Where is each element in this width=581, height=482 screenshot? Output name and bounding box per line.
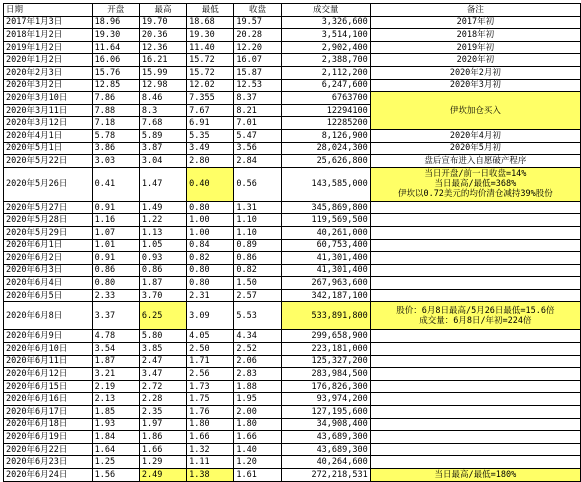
cell-close: 15.87 <box>234 66 281 79</box>
cell-date: 2020年6月19日 <box>4 431 93 444</box>
cell-high: 1.13 <box>139 226 186 239</box>
cell-high: 2.72 <box>139 380 186 393</box>
cell-open: 1.07 <box>92 226 139 239</box>
cell-high: 12.36 <box>139 41 186 54</box>
cell-date: 2020年3月12日 <box>4 117 93 130</box>
cell-close: 0.89 <box>234 239 281 252</box>
cell-low: 3.09 <box>187 302 234 330</box>
cell-date: 2020年5月27日 <box>4 201 93 214</box>
note-line: 当日最高/最低=368% <box>434 179 517 190</box>
cell-close: 7.01 <box>234 117 281 130</box>
cell-volume: 12294100 <box>281 104 370 117</box>
cell-date: 2020年2月3日 <box>4 66 93 79</box>
cell-date: 2020年6月5日 <box>4 289 93 302</box>
cell-note <box>370 368 580 381</box>
table-row <box>4 368 581 381</box>
cell-volume: 533,891,800 <box>281 302 370 330</box>
cell-low: 1.32 <box>187 443 234 456</box>
cell-volume: 3,514,100 <box>281 29 370 42</box>
cell-low: 6.91 <box>187 117 234 130</box>
table-row <box>4 92 581 105</box>
cell-high: 1.87 <box>139 277 186 290</box>
cell-date: 2020年5月26日 <box>4 167 93 201</box>
cell-note <box>370 380 580 393</box>
cell-date: 2020年6月12日 <box>4 368 93 381</box>
cell-open: 1.01 <box>92 239 139 252</box>
stock-price-table <box>3 3 581 482</box>
cell-open: 1.64 <box>92 443 139 456</box>
cell-open: 3.86 <box>92 142 139 155</box>
cell-note: 2019年初 <box>370 41 580 54</box>
note-line: 当日开盘/前一日收盘=14% <box>424 169 527 180</box>
table-row <box>4 214 581 227</box>
header-high: 最高 <box>139 4 186 17</box>
cell-close: 20.28 <box>234 29 281 42</box>
cell-low: 4.05 <box>187 330 234 343</box>
cell-close: 1.88 <box>234 380 281 393</box>
cell-high: 3.70 <box>139 289 186 302</box>
cell-low: 7.355 <box>187 92 234 105</box>
cell-open: 16.06 <box>92 54 139 67</box>
cell-date: 2020年6月16日 <box>4 393 93 406</box>
cell-low: 3.49 <box>187 142 234 155</box>
cell-note <box>370 418 580 431</box>
cell-note <box>370 252 580 265</box>
cell-low: 2.56 <box>187 368 234 381</box>
cell-date: 2020年3月10日 <box>4 92 93 105</box>
cell-note <box>370 201 580 214</box>
table-row <box>4 289 581 302</box>
cell-date: 2020年6月10日 <box>4 343 93 356</box>
cell-date: 2020年6月18日 <box>4 418 93 431</box>
header-close: 收盘 <box>234 4 281 17</box>
cell-open: 7.88 <box>92 104 139 117</box>
cell-low: 19.30 <box>187 29 234 42</box>
cell-date: 2020年4月1日 <box>4 129 93 142</box>
table-row <box>4 443 581 456</box>
cell-note <box>370 226 580 239</box>
cell-low: 1.11 <box>187 456 234 469</box>
cell-close: 1.20 <box>234 456 281 469</box>
cell-close: 1.80 <box>234 418 281 431</box>
cell-close: 0.82 <box>234 264 281 277</box>
cell-high: 2.47 <box>139 355 186 368</box>
table-row <box>4 393 581 406</box>
table-row <box>4 142 581 155</box>
table-row <box>4 16 581 29</box>
cell-date: 2020年6月24日 <box>4 469 93 482</box>
cell-open: 1.56 <box>92 469 139 482</box>
cell-close: 12.20 <box>234 41 281 54</box>
cell-volume: 2,902,400 <box>281 41 370 54</box>
cell-note <box>370 277 580 290</box>
cell-high: 2.35 <box>139 406 186 419</box>
cell-volume: 127,195,600 <box>281 406 370 419</box>
cell-low: 15.72 <box>187 54 234 67</box>
cell-note <box>370 431 580 444</box>
cell-close: 19.57 <box>234 16 281 29</box>
table-row <box>4 302 581 330</box>
cell-high: 1.49 <box>139 201 186 214</box>
cell-date: 2017年1月3日 <box>4 16 93 29</box>
cell-note: 2020年5月初 <box>370 142 580 155</box>
cell-note <box>370 214 580 227</box>
cell-note <box>370 406 580 419</box>
cell-volume: 28,024,300 <box>281 142 370 155</box>
cell-date: 2020年6月1日 <box>4 239 93 252</box>
cell-open: 11.64 <box>92 41 139 54</box>
cell-close: 5.53 <box>234 302 281 330</box>
cell-note <box>370 264 580 277</box>
cell-low: 1.00 <box>187 226 234 239</box>
cell-note: 2020年初 <box>370 54 580 67</box>
cell-date: 2020年5月22日 <box>4 155 93 168</box>
cell-volume: 40,261,000 <box>281 226 370 239</box>
cell-close: 2.52 <box>234 343 281 356</box>
cell-note-jun8 <box>370 302 580 330</box>
cell-date: 2020年3月11日 <box>4 104 93 117</box>
cell-note <box>370 456 580 469</box>
cell-close: 2.84 <box>234 155 281 168</box>
cell-volume: 43,689,300 <box>281 431 370 444</box>
cell-open: 7.18 <box>92 117 139 130</box>
cell-open: 0.80 <box>92 277 139 290</box>
cell-note: 2018年初 <box>370 29 580 42</box>
note-line: 成交量：6月8日/年初=224倍 <box>419 315 532 326</box>
note-line: 股价：6月8日最高/5月26日最低=15.6倍 <box>396 305 555 316</box>
cell-open: 0.91 <box>92 201 139 214</box>
cell-high: 3.04 <box>139 155 186 168</box>
cell-high: 20.36 <box>139 29 186 42</box>
cell-note: 2020年3月初 <box>370 79 580 92</box>
cell-volume: 119,569,500 <box>281 214 370 227</box>
cell-date: 2020年3月2日 <box>4 79 93 92</box>
header-date: 日期 <box>4 4 93 17</box>
cell-close: 0.86 <box>234 252 281 265</box>
cell-date: 2020年6月22日 <box>4 443 93 456</box>
cell-high: 2.49 <box>139 469 186 482</box>
header-open: 开盘 <box>92 4 139 17</box>
cell-high: 7.68 <box>139 117 186 130</box>
table-row <box>4 29 581 42</box>
cell-volume: 143,585,000 <box>281 167 370 201</box>
cell-close: 0.56 <box>234 167 281 201</box>
cell-volume: 25,626,800 <box>281 155 370 168</box>
cell-close: 16.07 <box>234 54 281 67</box>
table-row <box>4 355 581 368</box>
cell-volume: 345,869,800 <box>281 201 370 214</box>
cell-high: 16.21 <box>139 54 186 67</box>
cell-close: 4.34 <box>234 330 281 343</box>
cell-open: 7.86 <box>92 92 139 105</box>
table-row <box>4 54 581 67</box>
cell-open: 2.19 <box>92 380 139 393</box>
cell-close: 1.61 <box>234 469 281 482</box>
cell-date: 2020年6月15日 <box>4 380 93 393</box>
cell-note <box>370 355 580 368</box>
cell-volume: 223,181,000 <box>281 343 370 356</box>
cell-high: 1.29 <box>139 456 186 469</box>
cell-date: 2020年5月1日 <box>4 142 93 155</box>
cell-low: 2.50 <box>187 343 234 356</box>
cell-low: 7.67 <box>187 104 234 117</box>
cell-high: 5.80 <box>139 330 186 343</box>
cell-close: 2.57 <box>234 289 281 302</box>
cell-high: 15.99 <box>139 66 186 79</box>
cell-low: 1.71 <box>187 355 234 368</box>
cell-volume: 125,327,200 <box>281 355 370 368</box>
table-row <box>4 66 581 79</box>
cell-close: 1.95 <box>234 393 281 406</box>
cell-low: 1.75 <box>187 393 234 406</box>
cell-open: 3.37 <box>92 302 139 330</box>
cell-close: 1.66 <box>234 431 281 444</box>
table-row <box>4 129 581 142</box>
cell-close: 1.10 <box>234 214 281 227</box>
cell-high: 0.86 <box>139 264 186 277</box>
cell-high: 5.89 <box>139 129 186 142</box>
header-note: 备注 <box>370 4 580 17</box>
cell-open: 1.16 <box>92 214 139 227</box>
cell-low: 0.80 <box>187 264 234 277</box>
cell-open: 0.91 <box>92 252 139 265</box>
cell-low: 15.72 <box>187 66 234 79</box>
cell-volume: 40,264,600 <box>281 456 370 469</box>
cell-note <box>370 330 580 343</box>
cell-low: 18.68 <box>187 16 234 29</box>
cell-date: 2020年1月2日 <box>4 54 93 67</box>
cell-open: 0.41 <box>92 167 139 201</box>
cell-high: 1.97 <box>139 418 186 431</box>
table-row <box>4 41 581 54</box>
cell-date: 2020年5月29日 <box>4 226 93 239</box>
cell-close: 2.06 <box>234 355 281 368</box>
cell-note: 当日最高/最低=180% <box>370 469 580 482</box>
cell-close: 2.00 <box>234 406 281 419</box>
cell-note-icahn-buy: 伊坎加仓买入 <box>370 92 580 130</box>
cell-high: 1.47 <box>139 167 186 201</box>
cell-open: 1.85 <box>92 406 139 419</box>
cell-open: 12.85 <box>92 79 139 92</box>
cell-date: 2020年6月4日 <box>4 277 93 290</box>
cell-open: 19.30 <box>92 29 139 42</box>
cell-volume: 272,218,531 <box>281 469 370 482</box>
note-line: 伊坎以0.72美元的均价清仓减持39%股份 <box>397 189 553 200</box>
cell-volume: 12285200 <box>281 117 370 130</box>
cell-open: 5.78 <box>92 129 139 142</box>
table-row <box>4 431 581 444</box>
cell-open: 2.13 <box>92 393 139 406</box>
cell-volume: 3,326,600 <box>281 16 370 29</box>
cell-volume: 283,984,500 <box>281 368 370 381</box>
cell-date: 2018年1月2日 <box>4 29 93 42</box>
cell-high: 1.66 <box>139 443 186 456</box>
cell-high: 2.28 <box>139 393 186 406</box>
cell-close: 1.40 <box>234 443 281 456</box>
cell-open: 1.84 <box>92 431 139 444</box>
cell-low: 12.02 <box>187 79 234 92</box>
cell-open: 4.78 <box>92 330 139 343</box>
cell-open: 0.86 <box>92 264 139 277</box>
cell-high: 8.3 <box>139 104 186 117</box>
cell-close: 5.47 <box>234 129 281 142</box>
cell-open: 3.21 <box>92 368 139 381</box>
cell-note <box>370 239 580 252</box>
cell-open: 18.96 <box>92 16 139 29</box>
cell-volume: 34,908,400 <box>281 418 370 431</box>
cell-low: 0.80 <box>187 277 234 290</box>
cell-close: 1.31 <box>234 201 281 214</box>
cell-date: 2020年6月23日 <box>4 456 93 469</box>
header-row <box>4 4 581 17</box>
cell-low: 0.82 <box>187 252 234 265</box>
table-row <box>4 277 581 290</box>
cell-date: 2020年6月9日 <box>4 330 93 343</box>
table-row <box>4 226 581 239</box>
cell-open: 15.76 <box>92 66 139 79</box>
cell-note <box>370 289 580 302</box>
table-row <box>4 380 581 393</box>
table-row <box>4 264 581 277</box>
cell-high: 3.47 <box>139 368 186 381</box>
cell-note <box>370 343 580 356</box>
header-volume: 成交量 <box>281 4 370 17</box>
cell-low: 2.80 <box>187 155 234 168</box>
cell-volume: 6,247,600 <box>281 79 370 92</box>
cell-open: 1.93 <box>92 418 139 431</box>
cell-low: 1.76 <box>187 406 234 419</box>
cell-note-may26 <box>370 167 580 201</box>
cell-volume: 41,301,400 <box>281 264 370 277</box>
cell-volume: 93,974,200 <box>281 393 370 406</box>
cell-low: 2.31 <box>187 289 234 302</box>
table-row <box>4 418 581 431</box>
cell-low: 5.35 <box>187 129 234 142</box>
cell-close: 12.53 <box>234 79 281 92</box>
cell-high: 19.70 <box>139 16 186 29</box>
cell-high: 3.87 <box>139 142 186 155</box>
cell-note: 2020年4月初 <box>370 129 580 142</box>
cell-volume: 8,126,900 <box>281 129 370 142</box>
cell-note: 2020年2月初 <box>370 66 580 79</box>
cell-date: 2020年6月11日 <box>4 355 93 368</box>
cell-volume: 2,112,200 <box>281 66 370 79</box>
cell-low: 0.84 <box>187 239 234 252</box>
cell-close: 1.50 <box>234 277 281 290</box>
cell-high: 1.05 <box>139 239 186 252</box>
cell-note <box>370 393 580 406</box>
table-row <box>4 456 581 469</box>
cell-close: 3.56 <box>234 142 281 155</box>
cell-open: 3.54 <box>92 343 139 356</box>
cell-date: 2020年6月17日 <box>4 406 93 419</box>
cell-high: 1.22 <box>139 214 186 227</box>
cell-note-bankruptcy: 盘后宣布进入自愿破产程序 <box>370 155 580 168</box>
cell-high: 8.46 <box>139 92 186 105</box>
cell-open: 1.87 <box>92 355 139 368</box>
cell-low: 1.66 <box>187 431 234 444</box>
cell-high: 3.85 <box>139 343 186 356</box>
cell-low: 1.00 <box>187 214 234 227</box>
table-row <box>4 252 581 265</box>
cell-low: 11.40 <box>187 41 234 54</box>
cell-open: 2.33 <box>92 289 139 302</box>
cell-low: 0.40 <box>187 167 234 201</box>
cell-note <box>370 443 580 456</box>
cell-date: 2020年6月3日 <box>4 264 93 277</box>
cell-close: 1.10 <box>234 226 281 239</box>
cell-open: 3.03 <box>92 155 139 168</box>
cell-volume: 267,963,600 <box>281 277 370 290</box>
cell-close: 2.83 <box>234 368 281 381</box>
cell-high: 12.98 <box>139 79 186 92</box>
cell-date: 2020年6月2日 <box>4 252 93 265</box>
cell-note: 2017年初 <box>370 16 580 29</box>
cell-date: 2020年5月28日 <box>4 214 93 227</box>
cell-low: 1.73 <box>187 380 234 393</box>
table-row <box>4 167 581 201</box>
header-low: 最低 <box>187 4 234 17</box>
cell-volume: 299,658,900 <box>281 330 370 343</box>
cell-volume: 342,187,100 <box>281 289 370 302</box>
cell-high: 0.93 <box>139 252 186 265</box>
cell-close: 8.21 <box>234 104 281 117</box>
table-row <box>4 330 581 343</box>
table-row <box>4 201 581 214</box>
cell-volume: 43,689,300 <box>281 443 370 456</box>
cell-date: 2020年6月8日 <box>4 302 93 330</box>
cell-high: 6.25 <box>139 302 186 330</box>
cell-volume: 176,826,300 <box>281 380 370 393</box>
table-row <box>4 79 581 92</box>
cell-low: 0.80 <box>187 201 234 214</box>
cell-close: 8.37 <box>234 92 281 105</box>
cell-date: 2019年1月2日 <box>4 41 93 54</box>
table-row <box>4 343 581 356</box>
cell-low: 1.80 <box>187 418 234 431</box>
table-row <box>4 406 581 419</box>
table-row <box>4 155 581 168</box>
cell-volume: 41,301,400 <box>281 252 370 265</box>
cell-volume: 2,388,700 <box>281 54 370 67</box>
cell-volume: 6763700 <box>281 92 370 105</box>
cell-low: 1.38 <box>187 469 234 482</box>
cell-volume: 60,753,400 <box>281 239 370 252</box>
cell-open: 1.25 <box>92 456 139 469</box>
table-row <box>4 239 581 252</box>
cell-high: 1.86 <box>139 431 186 444</box>
